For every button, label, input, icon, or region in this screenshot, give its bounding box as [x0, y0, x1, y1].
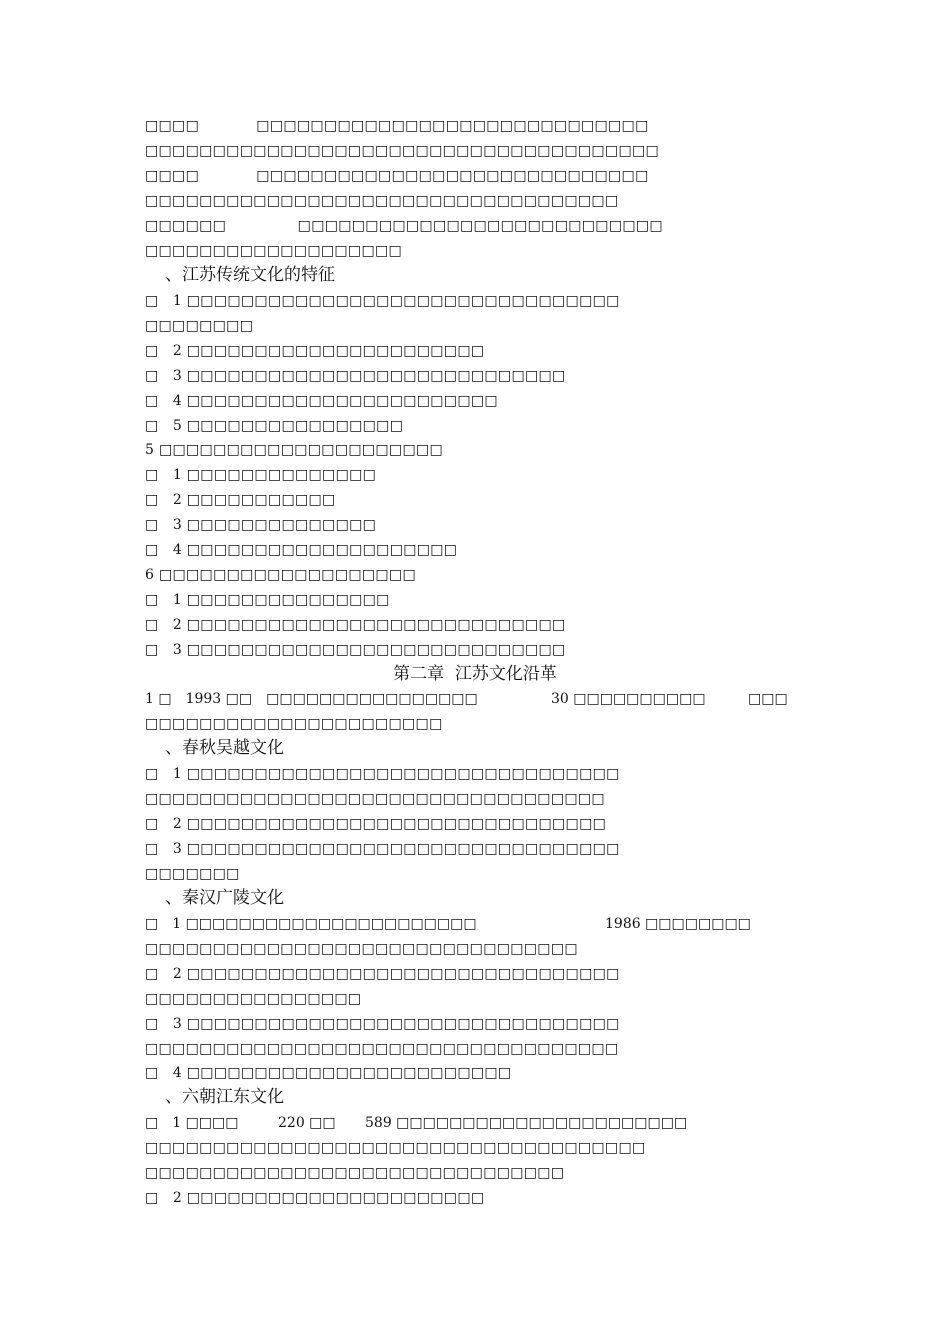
text-line: □□□□□□□□□□□□□□□□□□□□□□□□□□□□□□□□□□□: [145, 193, 619, 209]
text-line: □□□□□□□□□□□□□□□□: [145, 991, 362, 1007]
section-heading: 、江苏传统文化的特征: [165, 265, 335, 285]
text-line: □ 1 □□□□□□□□□□□□□□□□□□□□□□□□□□□□□□□□: [145, 293, 620, 309]
text-line: □□□□□□□□□□□□□□□□□□□□□□□□□□□□□□□□□□□: [145, 1041, 619, 1057]
section-heading: 、秦汉广陵文化: [165, 888, 284, 908]
text-line: □ 5 □□□□□□□□□□□□□□□□: [145, 418, 404, 434]
section-heading: 、六朝江东文化: [165, 1087, 284, 1107]
text-line: □ 1 □□□□□□□□□□□□□□: [145, 467, 377, 483]
text-line: □ 3 □□□□□□□□□□□□□□□□□□□□□□□□□□□□□□□□: [145, 1016, 620, 1032]
chapter-title: 第二章 江苏文化沿革: [393, 664, 557, 684]
text-line: □ 2 □□□□□□□□□□□□□□□□□□□□□□: [145, 1190, 485, 1206]
text-line: □ 3 □□□□□□□□□□□□□□□□□□□□□□□□□□□□□□□□: [145, 841, 620, 857]
text-line: □ 3 □□□□□□□□□□□□□□□□□□□□□□□□□□□□: [145, 642, 566, 658]
text-line: □ 1 □□□□□□□□□□□□□□□: [145, 592, 390, 608]
text-line: □ 1 □□□□: [145, 1115, 239, 1131]
text-line: □□□□ □□□□□□□□□□□□□□□□□□□□□□□□□□□□□: [145, 118, 649, 134]
text-line: □ 4 □□□□□□□□□□□□□□□□□□□□□□□: [145, 393, 498, 409]
text-line: □□□□ □□□□□□□□□□□□□□□□□□□□□□□□□□□□□: [145, 168, 649, 184]
text-line: □□□□□□□□□□□□□□□□□□□□□□: [145, 716, 443, 732]
text-line: 5 □□□□□□□□□□□□□□□□□□□□□: [145, 442, 444, 458]
text-segment: 1986 □□□□□□□□: [605, 916, 751, 932]
text-line: □□□□□□□□□□□□□□□□□□□□□□□□□□□□□□□□□□: [145, 791, 605, 807]
text-line: □□□□□□ □□□□□□□□□□□□□□□□□□□□□□□□□□□: [145, 218, 663, 234]
text-line: □□□□□□□□□□□□□□□□□□□□□□□□□□□□□□□□: [145, 941, 578, 957]
text-line: □ 2 □□□□□□□□□□□□□□□□□□□□□□: [145, 343, 485, 359]
text-line: □ 4 □□□□□□□□□□□□□□□□□□□□: [145, 542, 458, 558]
text-line: □□□□□□□: [145, 866, 240, 882]
section-heading: 、春秋吴越文化: [165, 738, 284, 758]
text-line: □ 1 □□□□□□□□□□□□□□□□□□□□□□□□□□□□□□□□: [145, 766, 620, 782]
text-line: □□□□□□□□□□□□□□□□□□□□□□□□□□□□□□□□□□□□□□: [145, 143, 660, 159]
text-segment: 220 □□: [278, 1115, 336, 1131]
text-line: □ 1 □□□□□□□□□□□□□□□□□□□□□□: [145, 916, 477, 932]
text-line: 1 □ 1993 □□ □□□□□□□□□□□□□□□□: [145, 691, 478, 707]
text-line: □□□□□□□□□□□□□□□□□□□: [145, 243, 403, 259]
text-line: □ 2 □□□□□□□□□□□□□□□□□□□□□□□□□□□□: [145, 617, 566, 633]
text-line: □□□□□□□□: [145, 318, 254, 334]
text-line: □ 2 □□□□□□□□□□□: [145, 492, 336, 508]
text-line: □ 2 □□□□□□□□□□□□□□□□□□□□□□□□□□□□□□□: [145, 816, 607, 832]
text-segment: □□□: [748, 691, 788, 707]
text-segment: 30 □□□□□□□□□□: [551, 691, 706, 707]
text-line: 6 □□□□□□□□□□□□□□□□□□□: [145, 567, 416, 583]
text-line: □□□□□□□□□□□□□□□□□□□□□□□□□□□□□□□: [145, 1165, 565, 1181]
text-line: □ 3 □□□□□□□□□□□□□□: [145, 517, 377, 533]
text-line: □ 4 □□□□□□□□□□□□□□□□□□□□□□□□: [145, 1065, 512, 1081]
text-line: □ 2 □□□□□□□□□□□□□□□□□□□□□□□□□□□□□□□□: [145, 966, 620, 982]
text-segment: 589 □□□□□□□□□□□□□□□□□□□□□□: [365, 1115, 688, 1131]
text-line: □ 3 □□□□□□□□□□□□□□□□□□□□□□□□□□□□: [145, 368, 566, 384]
text-line: □□□□□□□□□□□□□□□□□□□□□□□□□□□□□□□□□□□□□: [145, 1140, 646, 1156]
